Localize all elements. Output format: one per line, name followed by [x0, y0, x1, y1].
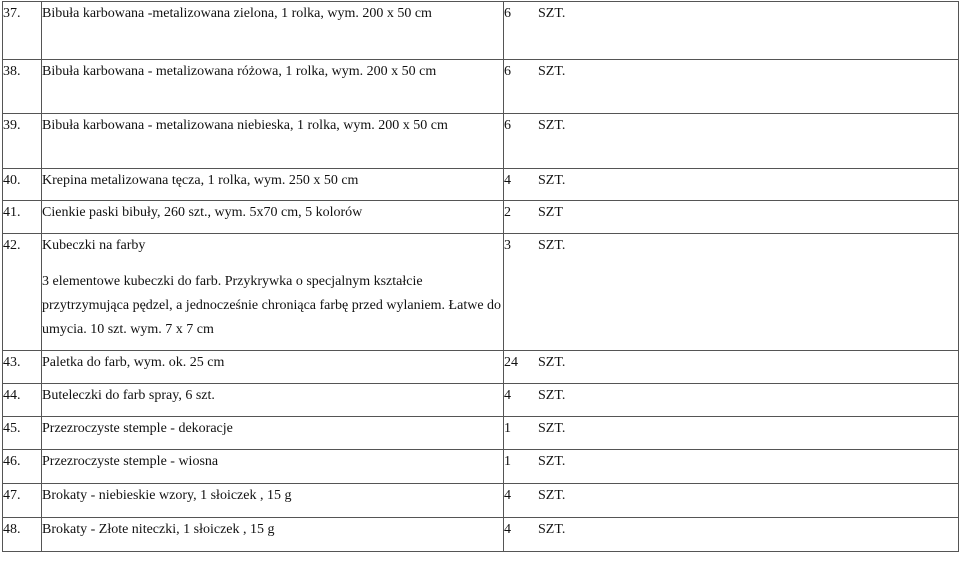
item-quantity-cell	[504, 518, 959, 552]
item-unit: SZT.	[538, 6, 566, 21]
item-description: Paletka do farb, wym. ok. 25 cm	[42, 351, 504, 384]
table-row	[3, 518, 959, 552]
item-unit: SZT.	[538, 238, 566, 253]
item-number: 41.	[3, 201, 42, 234]
item-quantity-cell	[504, 234, 959, 351]
item-number: 38.	[3, 60, 42, 114]
item-quantity: 4	[504, 173, 511, 188]
item-description: Buteleczki do farb spray, 6 szt.	[42, 384, 504, 417]
item-quantity: 6	[504, 64, 511, 79]
item-quantity-cell	[504, 417, 959, 450]
item-quantity-cell	[504, 450, 959, 484]
item-number: 37.	[3, 2, 42, 60]
item-quantity: 2	[504, 205, 511, 220]
table-row	[3, 201, 959, 234]
table-row	[3, 60, 959, 114]
item-quantity: 6	[504, 6, 511, 21]
item-number: 42.	[3, 234, 42, 351]
item-unit: SZT	[538, 205, 563, 220]
item-number: 40.	[3, 169, 42, 201]
items-table	[2, 1, 959, 552]
item-unit: SZT.	[538, 421, 566, 436]
item-number: 45.	[3, 417, 42, 450]
table-row	[3, 234, 959, 351]
item-quantity: 6	[504, 118, 511, 133]
item-description: Kubeczki na farby	[42, 238, 146, 253]
table-row	[3, 450, 959, 484]
item-quantity: 4	[504, 388, 511, 403]
item-quantity-cell	[504, 114, 959, 169]
item-number: 47.	[3, 484, 42, 518]
item-quantity-cell	[504, 484, 959, 518]
table-row	[3, 114, 959, 169]
table-row	[3, 384, 959, 417]
item-number: 39.	[3, 114, 42, 169]
item-unit: SZT.	[538, 388, 566, 403]
item-unit: SZT.	[538, 488, 566, 503]
item-quantity-cell	[504, 169, 959, 201]
item-unit: SZT.	[538, 355, 566, 370]
item-quantity: 4	[504, 488, 511, 503]
item-unit: SZT.	[538, 454, 566, 469]
item-number: 46.	[3, 450, 42, 484]
table-row	[3, 2, 959, 60]
item-description: Brokaty - Złote niteczki, 1 słoiczek , 15 g	[42, 518, 504, 552]
item-description-cell	[42, 234, 504, 351]
item-unit: SZT.	[538, 64, 566, 79]
item-quantity: 4	[504, 522, 511, 537]
item-description: Przezroczyste stemple - wiosna	[42, 450, 504, 484]
item-description: Bibuła karbowana -metalizowana zielona, 1 rolka, wym. 200 x 50 cm	[42, 2, 504, 60]
item-quantity-cell	[504, 351, 959, 384]
item-number: 48.	[3, 518, 42, 552]
item-unit: SZT.	[538, 522, 566, 537]
item-description: Przezroczyste stemple - dekoracje	[42, 417, 504, 450]
item-quantity-cell	[504, 2, 959, 60]
item-description: Bibuła karbowana - metalizowana niebieska, 1 rolka, wym. 200 x 50 cm	[42, 114, 504, 169]
item-quantity-cell	[504, 60, 959, 114]
item-quantity: 24	[504, 355, 518, 370]
item-description: Krepina metalizowana tęcza, 1 rolka, wym. 250 x 50 cm	[42, 169, 504, 201]
item-unit: SZT.	[538, 173, 566, 188]
item-quantity: 1	[504, 421, 511, 436]
item-description: Brokaty - niebieskie wzory, 1 słoiczek , 15 g	[42, 484, 504, 518]
item-note: 3 elementowe kubeczki do farb. Przykrywka o specjalnym kształcie przytrzymująca pędzel, a jednocześnie chroniąca farbę przed wylaniem. Łatwe do umycia. 10 szt. wym. 7 x 7 cm	[42, 274, 502, 337]
item-quantity: 3	[504, 238, 511, 253]
table-row	[3, 417, 959, 450]
item-quantity-cell	[504, 384, 959, 417]
item-number: 44.	[3, 384, 42, 417]
table-row	[3, 484, 959, 518]
item-quantity: 1	[504, 454, 511, 469]
item-number: 43.	[3, 351, 42, 384]
table-row	[3, 169, 959, 201]
item-unit: SZT.	[538, 118, 566, 133]
item-description: Cienkie paski bibuły, 260 szt., wym. 5x70 cm, 5 kolorów	[42, 201, 504, 234]
item-description: Bibuła karbowana - metalizowana różowa, 1 rolka, wym. 200 x 50 cm	[42, 60, 504, 114]
table-row	[3, 351, 959, 384]
item-quantity-cell	[504, 201, 959, 234]
